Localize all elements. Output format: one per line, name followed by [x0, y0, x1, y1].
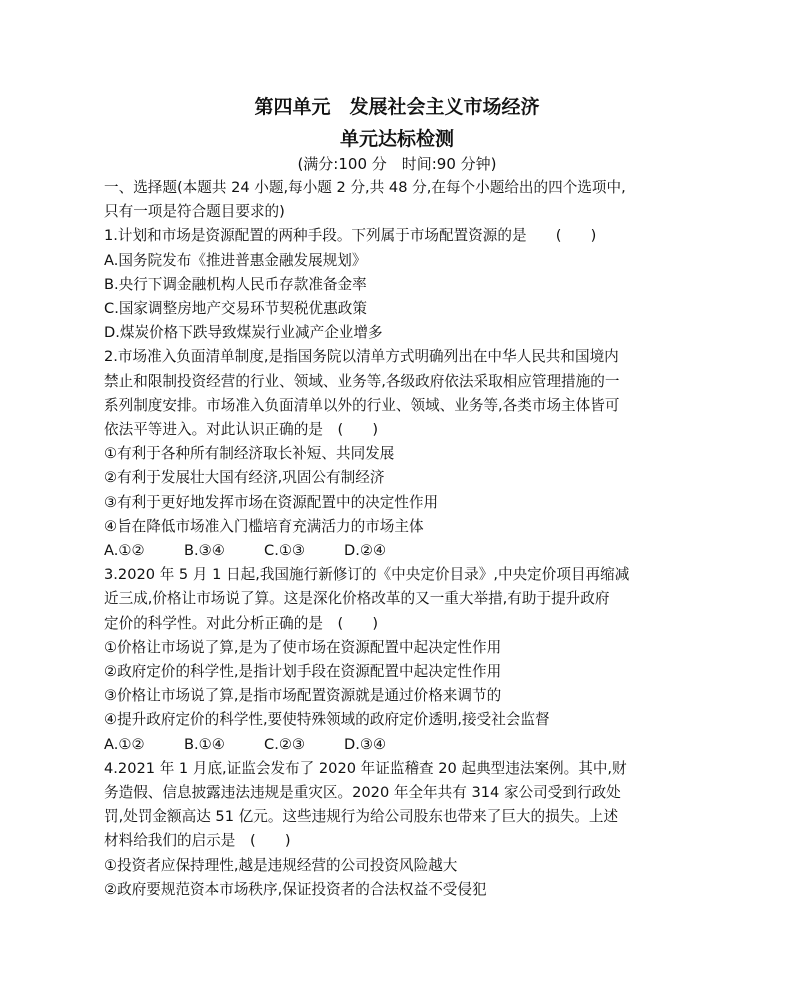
section-header-line: 只有一项是符合题目要求的) — [104, 203, 285, 221]
statement-item: ②政府要规范资本市场秩序,保证投资者的合法权益不受侵犯 — [104, 880, 487, 898]
question-stem-line: 罚,处罚金额高达 51 亿元。这些违规行为给公司股东也带来了巨大的损失。上述 — [104, 808, 619, 826]
question-stem-line: 定价的科学性。对此分析正确的是 ( ) — [104, 614, 379, 632]
question-2 — [104, 345, 674, 563]
statement-item: ③价格让市场说了算,是指市场配置资源就是通过价格来调节的 — [104, 687, 502, 705]
statement-item: ①投资者应保持理性,越是违规经营的公司投资风险越大 — [104, 856, 458, 874]
option-b[interactable]: B.央行下调金融机构人民币存款准备金率 — [104, 275, 367, 293]
question-stem-line: 2.市场准入负面清单制度,是指国务院以清单方式明确列出在中华人民共和国境内 — [104, 348, 619, 366]
unit-title: 第四单元 发展社会主义市场经济 — [254, 96, 540, 118]
exam-info: (满分:100 分 时间:90 分钟) — [297, 155, 497, 173]
question-4 — [104, 757, 674, 902]
statement-item: ④提升政府定价的科学性,要使特殊领域的政府定价透明,接受社会监督 — [104, 711, 550, 729]
option-a[interactable]: A.国务院发布《推进普惠金融发展规划》 — [104, 251, 367, 269]
question-stem-line: 务造假、信息披露违法违规是重灾区。2020 年全年共有 314 家公司受到行政处 — [104, 784, 621, 802]
question-1 — [104, 224, 674, 345]
unit-subtitle: 单元达标检测 — [339, 128, 454, 150]
question-stem-line: 禁止和限制投资经营的行业、领域、业务等,各级政府依法采取相应管理措施的一 — [104, 372, 620, 390]
choice-a[interactable]: A.①② — [104, 735, 145, 753]
question-stem-line: 4.2021 年 1 月底,证监会发布了 2020 年证监稽查 20 起典型违法案例。其中,财 — [104, 759, 627, 777]
section-header-line: 一、选择题(本题共 24 小题,每小题 2 分,共 48 分,在每个小题给出的四个选项中, — [104, 179, 626, 196]
statement-item: ②政府定价的科学性,是指计划手段在资源配置中起决定性作用 — [104, 663, 502, 681]
statement-item: ①价格让市场说了算,是为了使市场在资源配置中起决定性作用 — [104, 638, 502, 656]
question-stem-line: 1.计划和市场是资源配置的两种手段。下列属于市场配置资源的是 ( ) — [104, 227, 597, 245]
statement-item: ①有利于各种所有制经济取长补短、共同发展 — [104, 445, 395, 463]
choice-c[interactable]: C.①③ — [264, 542, 305, 560]
statement-item: ②有利于发展壮大国有经济,巩固公有制经济 — [104, 469, 385, 487]
question-stem-line: 3.2020 年 5 月 1 日起,我国施行新修订的《中央定价目录》,中央定价项目再缩减 — [104, 566, 630, 584]
choice-a[interactable]: A.①② — [104, 542, 145, 560]
option-d[interactable]: D.煤炭价格下跌导致煤炭行业减产企业增多 — [104, 324, 383, 342]
choice-c[interactable]: C.②③ — [264, 735, 305, 753]
choices-row — [104, 733, 674, 757]
choice-b[interactable]: B.①④ — [184, 735, 225, 753]
option-c[interactable]: C.国家调整房地产交易环节契税优惠政策 — [104, 300, 367, 318]
question-3 — [104, 563, 674, 757]
question-stem-line: 近三成,价格让市场说了算。这是深化价格改革的又一重大举措,有助于提升政府 — [104, 590, 610, 608]
question-stem-line: 系列制度安排。市场准入负面清单以外的行业、领域、业务等,各类市场主体皆可 — [104, 396, 620, 414]
statement-item: ③有利于更好地发挥市场在资源配置中的决定性作用 — [104, 493, 439, 511]
question-stem-line: 材料给我们的启示是 ( ) — [104, 832, 291, 850]
choice-d[interactable]: D.②④ — [344, 542, 387, 560]
choice-d[interactable]: D.③④ — [344, 735, 387, 753]
choice-b[interactable]: B.③④ — [184, 542, 225, 560]
question-stem-line: 依法平等进入。对此认识正确的是 ( ) — [104, 421, 379, 439]
choices-row — [104, 539, 674, 563]
exam-body — [104, 176, 674, 902]
statement-item: ④旨在降低市场准入门槛培育充满活力的市场主体 — [104, 517, 424, 535]
